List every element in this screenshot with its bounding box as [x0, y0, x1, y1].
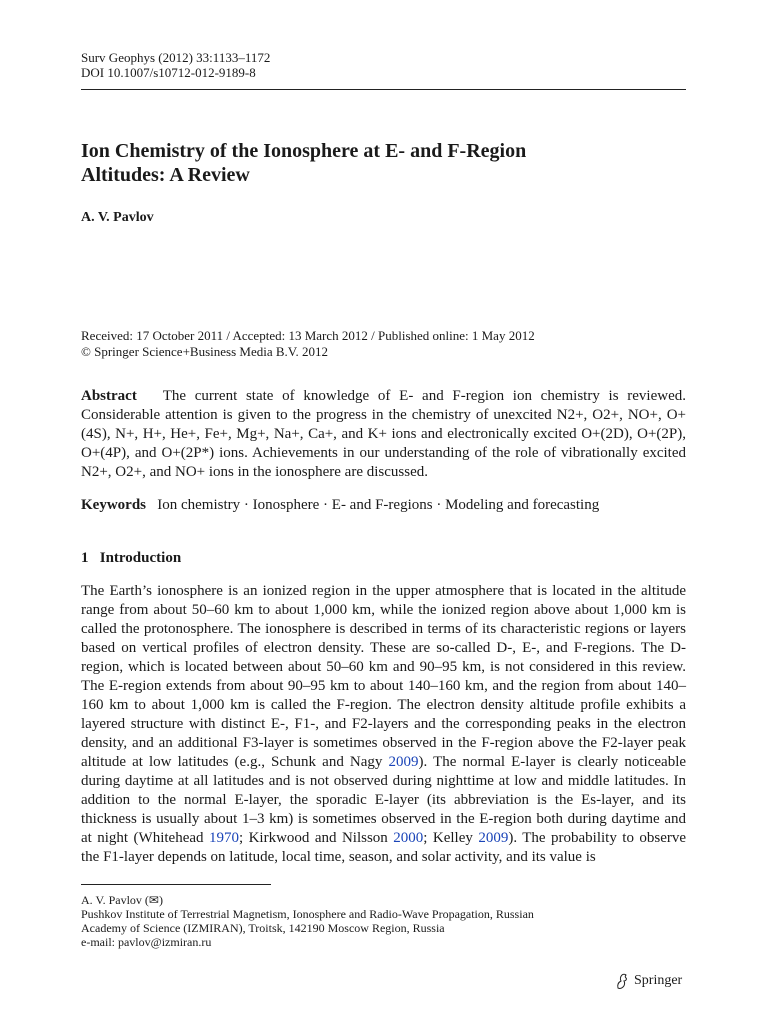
publication-dates	[81, 328, 535, 360]
citation-link[interactable]: 2009	[478, 830, 509, 846]
dates-line: Received: 17 October 2011 / Accepted: 13 March 2012 / Published online: 1 May 2012	[81, 328, 535, 343]
intro-text-1: The Earth’s ionosphere is an ionized region in the upper atmosphere that is located in the altitude range from about 50–60 km to about 1,000 km, while the ionized region above about 1,000 km is called the protonosphere. The ionosphere is described in terms of its characteristic regions or layers based on vertical profiles of electron density. These are so-called D-, E-, and F-regions. The D-region, which is located between about 50–60 km and 90–95 km, is not considered in this review. The E-region extends from about 90–95 km to about 140–160 km, and the region from about 140–160 km to about 1,000 km is called the F-region. The electron density altitude profile exhibits a layered structure with distinct E-, F1-, and F2-layers and the corresponding peaks in the electron density, and an additional F3-layer is sometimes observed in the F-region above the F2-layer peak altitude at low latitudes (e.g., Schunk and Nagy	[81, 583, 686, 770]
journal-header	[81, 50, 270, 80]
intro-text-4: ; Kelley	[423, 830, 473, 846]
title-line-1: Ion Chemistry of the Ionosphere at E- and F-Region	[81, 140, 527, 162]
intro-text-3: ; Kirkwood and Nilsson	[238, 830, 388, 846]
abstract-text: The current state of knowledge of E- and F-region ion chemistry is reviewed. Considerable attention is given to the progress in the chemistry of unexcited N2+, O2+, NO+, O+(4S), N+, H+, He+, Fe+, Mg+, Na+, Ca+, and K+ ions and electronically excited O+(2D), O+(2P), O+(4P), and O+(2P*) ions. Achievements in our understanding of the role of vibrationally excited N2+, O2+, and NO+ ions in the ionosphere are discussed.	[81, 388, 686, 480]
footnote-email[interactable]: e-mail: pavlov@izmiran.ru	[81, 935, 212, 949]
keywords-text: Ion chemistry · Ionosphere · E- and F-regions · Modeling and forecasting	[157, 497, 600, 513]
abstract	[81, 387, 686, 482]
keywords-label: Keywords	[81, 497, 146, 513]
section-heading	[81, 550, 181, 567]
footnote-rule	[81, 884, 271, 885]
keywords	[81, 496, 686, 515]
publisher-name: Springer	[634, 973, 683, 988]
paper-title	[81, 139, 681, 187]
header-rule	[81, 89, 686, 90]
footnote-affiliation-2: Academy of Science (IZMIRAN), Troitsk, 142190 Moscow Region, Russia	[81, 921, 445, 935]
title-line-2: Altitudes: A Review	[81, 164, 250, 186]
springer-horse-icon	[614, 972, 630, 990]
citation-link[interactable]: 2009	[388, 754, 419, 770]
section-number: 1	[81, 550, 89, 566]
author: A. V. Pavlov	[81, 210, 154, 225]
doi[interactable]: DOI 10.1007/s10712-012-9189-8	[81, 65, 256, 80]
citation-link[interactable]: 1970	[208, 830, 239, 846]
footnote-affiliation-1: Pushkov Institute of Terrestrial Magnetism, Ionosphere and Radio-Wave Propagation, Russian	[81, 907, 534, 921]
section-title: Introduction	[99, 550, 182, 566]
publisher-logo	[614, 972, 682, 990]
journal-citation: Surv Geophys (2012) 33:1133–1172	[81, 50, 271, 65]
abstract-label: Abstract	[81, 388, 137, 404]
intro-text-2: ). The normal E-layer is clearly noticeable during daytime at all latitudes and is not observed during nighttime at low and middle latitudes. In addition to the normal E-layer, the sporadic E-layer (its abbreviation is the Es-layer, and its thickness is usually about 1–3 km) is sometimes observed in the E-region both during daytime and at night (Whitehead	[81, 754, 687, 846]
citation-link[interactable]: 2000	[393, 830, 424, 846]
intro-text-5: ). The probability to observe the F1-layer depends on latitude, local time, season, and solar activity, and its value is	[81, 830, 687, 865]
author-footnote	[81, 893, 686, 949]
copyright-line: © Springer Science+Business Media B.V. 2012	[81, 344, 328, 359]
footnote-name: A. V. Pavlov (✉)	[81, 893, 163, 907]
intro-paragraph	[81, 582, 686, 867]
